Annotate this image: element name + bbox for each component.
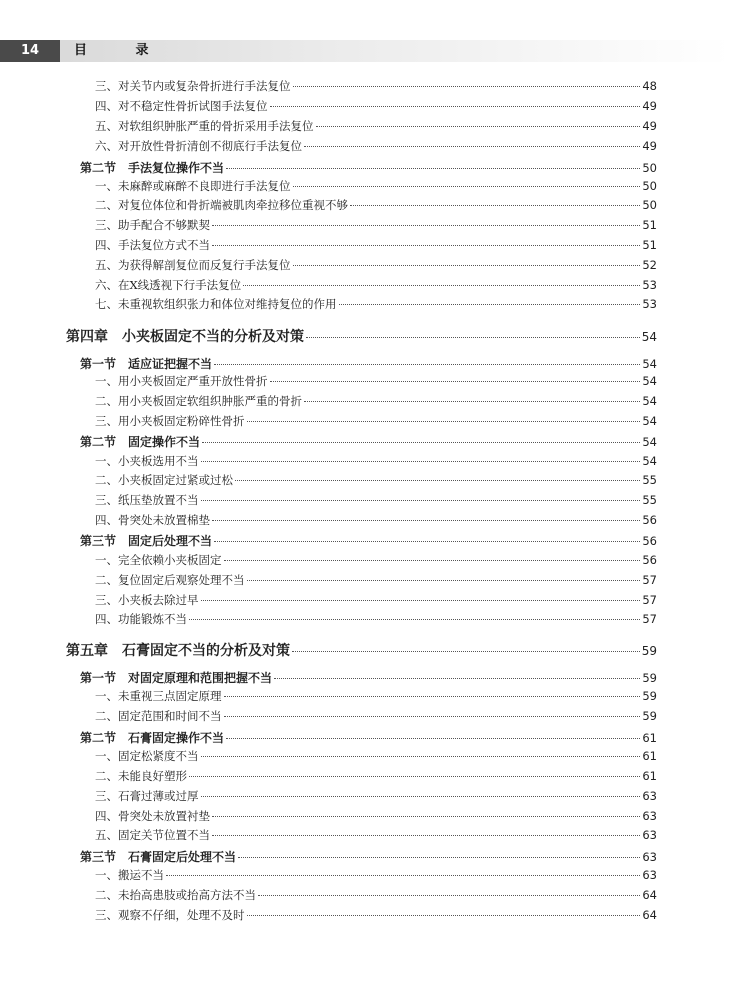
toc-entry-page: 57: [642, 573, 657, 587]
dot-leader: [189, 619, 640, 620]
header-title: 目 录: [74, 43, 171, 58]
toc-item-entry: [95, 78, 657, 94]
toc-entry-page: 61: [642, 769, 657, 783]
toc-entry-title: 二、未抬高患肢或抬高方法不当: [95, 888, 256, 902]
toc-item-entry: [95, 748, 657, 764]
toc-entry-title: 二、未能良好塑形: [95, 769, 187, 783]
toc-entry-title: 三、助手配合不够默契: [95, 218, 210, 232]
dot-leader: [212, 225, 640, 226]
dot-leader: [224, 560, 641, 561]
toc-entry-title: 三、用小夹板固定粉碎性骨折: [95, 414, 245, 428]
toc-item-entry: [95, 118, 657, 134]
dot-leader: [243, 285, 640, 286]
dot-leader: [304, 146, 640, 147]
dot-leader: [212, 816, 640, 817]
toc-entry-title: 一、小夹板选用不当: [95, 454, 199, 468]
toc-section-entry: [80, 669, 657, 685]
toc-entry-page: 54: [641, 330, 657, 344]
toc-item-entry: [95, 592, 657, 608]
dot-leader: [292, 651, 640, 652]
toc-entry-title: 一、固定松紧度不当: [95, 749, 199, 763]
dot-leader: [201, 756, 641, 757]
toc-entry-title: 三、纸压垫放置不当: [95, 493, 199, 507]
toc-entry-page: 49: [642, 119, 657, 133]
dot-leader: [293, 86, 641, 87]
toc-section-entry: [80, 729, 657, 745]
dot-leader: [201, 461, 641, 462]
toc-item-entry: [95, 217, 657, 233]
toc-item-entry: [95, 827, 657, 843]
toc-entry-title: 二、复位固定后观察处理不当: [95, 573, 245, 587]
toc-entry-title: 五、固定关节位置不当: [95, 828, 210, 842]
toc-item-entry: [95, 688, 657, 704]
toc-entry-page: 63: [642, 828, 657, 842]
toc-item-entry: [95, 867, 657, 883]
toc-item-entry: [95, 197, 657, 213]
toc-chapter-entry: [66, 326, 657, 344]
toc-entry-title: 三、石膏过薄或过厚: [95, 789, 199, 803]
toc-entry-page: 54: [642, 357, 657, 371]
toc-section-entry: [80, 532, 657, 548]
toc-entry-page: 54: [642, 374, 657, 388]
toc-entry-title: 二、固定范围和时间不当: [95, 709, 222, 723]
toc-entry-page: 59: [642, 689, 657, 703]
dot-leader: [306, 337, 640, 338]
dot-leader: [339, 304, 641, 305]
dot-leader: [214, 364, 640, 365]
toc-entry-page: 53: [642, 278, 657, 292]
toc-entry-title: 六、在X线透视下行手法复位: [95, 278, 242, 292]
toc-entry-title: 一、搬运不当: [95, 868, 164, 882]
dot-leader: [304, 401, 640, 402]
toc-entry-title: 一、用小夹板固定严重开放性骨折: [95, 374, 268, 388]
toc-entry-page: 54: [642, 454, 657, 468]
dot-leader: [274, 678, 640, 679]
dot-leader: [226, 738, 640, 739]
toc-entry-title: 第一节 对固定原理和范围把握不当: [80, 671, 273, 685]
toc-entry-page: 48: [642, 79, 657, 93]
toc-entry-title: 第三节 固定后处理不当: [80, 534, 213, 548]
toc-entry-page: 55: [642, 473, 657, 487]
toc-item-entry: [95, 138, 657, 154]
dot-leader: [201, 500, 641, 501]
toc-entry-title: 五、对软组织肿胀严重的骨折采用手法复位: [95, 119, 314, 133]
toc-item-entry: [95, 98, 657, 114]
toc-entry-title: 第二节 手法复位操作不当: [80, 161, 225, 175]
dot-leader: [258, 895, 640, 896]
dot-leader: [189, 776, 640, 777]
toc-item-entry: [95, 572, 657, 588]
toc-entry-page: 57: [642, 612, 657, 626]
dot-leader: [202, 442, 640, 443]
toc-entry-page: 50: [642, 161, 657, 175]
toc-item-entry: [95, 257, 657, 273]
toc-item-entry: [95, 887, 657, 903]
dot-leader: [270, 106, 641, 107]
dot-leader: [293, 265, 641, 266]
toc-entry-page: 63: [642, 789, 657, 803]
toc-entry-page: 54: [642, 435, 657, 449]
dot-leader: [350, 205, 640, 206]
dot-leader: [238, 857, 640, 858]
toc-entry-page: 57: [642, 593, 657, 607]
toc-entry-page: 56: [642, 534, 657, 548]
dot-leader: [214, 541, 640, 542]
toc-item-entry: [95, 453, 657, 469]
toc-entry-title: 三、观察不仔细，处理不及时: [95, 908, 245, 922]
toc-item-entry: [95, 178, 657, 194]
toc-entry-page: 49: [642, 99, 657, 113]
toc-entry-title: 五、为获得解剖复位而反复行手法复位: [95, 258, 291, 272]
toc-entry-title: 第三节 石膏固定后处理不当: [80, 850, 237, 864]
toc-item-entry: [95, 393, 657, 409]
toc-entry-page: 52: [642, 258, 657, 272]
toc-entry-page: 61: [642, 749, 657, 763]
toc-item-entry: [95, 237, 657, 253]
toc-entry-title: 二、小夹板固定过紧或过松: [95, 473, 233, 487]
toc-item-entry: [95, 808, 657, 824]
toc-entry-page: 56: [642, 553, 657, 567]
toc-entry-title: 一、未重视三点固定原理: [95, 689, 222, 703]
dot-leader: [224, 696, 641, 697]
toc-section-entry: [80, 159, 657, 175]
dot-leader: [247, 915, 641, 916]
toc-section-entry: [80, 355, 657, 371]
dot-leader: [316, 126, 641, 127]
toc-entry-page: 51: [642, 238, 657, 252]
toc-item-entry: [95, 907, 657, 923]
toc-entry-page: 63: [642, 850, 657, 864]
toc-entry-title: 一、完全依赖小夹板固定: [95, 553, 222, 567]
dot-leader: [270, 381, 641, 382]
dot-leader: [212, 245, 640, 246]
dot-leader: [247, 421, 641, 422]
toc-entry-title: 二、对复位体位和骨折端被肌肉牵拉移位重视不够: [95, 198, 348, 212]
toc-entry-title: 六、对开放性骨折清创不彻底行手法复位: [95, 139, 302, 153]
dot-leader: [235, 480, 640, 481]
toc-entry-page: 49: [642, 139, 657, 153]
dot-leader: [226, 168, 640, 169]
toc-entry-title: 四、功能锻炼不当: [95, 612, 187, 626]
toc-item-entry: [95, 373, 657, 389]
toc-entry-page: 64: [642, 908, 657, 922]
toc-entry-title: 第四章 小夹板固定不当的分析及对策: [66, 329, 304, 345]
toc-item-entry: [95, 552, 657, 568]
toc-entry-page: 51: [642, 218, 657, 232]
toc-entry-title: 一、未麻醉或麻醉不良即进行手法复位: [95, 179, 291, 193]
toc-item-entry: [95, 472, 657, 488]
toc-entry-page: 50: [642, 198, 657, 212]
toc-entry-page: 53: [642, 297, 657, 311]
toc-entry-page: 59: [642, 709, 657, 723]
toc-entry-title: 四、手法复位方式不当: [95, 238, 210, 252]
toc-item-entry: [95, 768, 657, 784]
toc-entry-title: 七、未重视软组织张力和体位对维持复位的作用: [95, 297, 337, 311]
page-header: [0, 40, 730, 62]
dot-leader: [201, 796, 641, 797]
dot-leader: [224, 716, 641, 717]
page-number: 14: [0, 40, 60, 62]
toc-entry-title: 三、对关节内或复杂骨折进行手法复位: [95, 79, 291, 93]
toc-section-entry: [80, 433, 657, 449]
dot-leader: [293, 186, 641, 187]
toc-entry-page: 50: [642, 179, 657, 193]
toc-entry-title: 四、骨突处未放置棉垫: [95, 513, 210, 527]
toc-entry-title: 第二节 固定操作不当: [80, 435, 201, 449]
dot-leader: [166, 875, 640, 876]
toc-entry-title: 二、用小夹板固定软组织肿胀严重的骨折: [95, 394, 302, 408]
dot-leader: [247, 580, 641, 581]
toc-section-entry: [80, 848, 657, 864]
toc-entry-page: 54: [642, 394, 657, 408]
toc-item-entry: [95, 492, 657, 508]
toc-entry-page: 59: [641, 644, 657, 658]
toc-entry-page: 63: [642, 809, 657, 823]
toc-entry-page: 61: [642, 731, 657, 745]
toc-item-entry: [95, 611, 657, 627]
toc-entry-page: 55: [642, 493, 657, 507]
toc-entry-title: 三、小夹板去除过早: [95, 593, 199, 607]
toc-entry-page: 54: [642, 414, 657, 428]
dot-leader: [201, 600, 641, 601]
dot-leader: [212, 835, 640, 836]
toc-item-entry: [95, 296, 657, 312]
toc-item-entry: [95, 512, 657, 528]
toc-item-entry: [95, 788, 657, 804]
toc-entry-title: 四、对不稳定性骨折试图手法复位: [95, 99, 268, 113]
toc-entry-page: 56: [642, 513, 657, 527]
toc-item-entry: [95, 277, 657, 293]
toc-entry-title: 四、骨突处未放置衬垫: [95, 809, 210, 823]
toc-entry-title: 第一节 适应证把握不当: [80, 357, 213, 371]
toc-item-entry: [95, 413, 657, 429]
toc-entry-title: 第二节 石膏固定操作不当: [80, 731, 225, 745]
dot-leader: [212, 520, 640, 521]
toc-entry-page: 64: [642, 888, 657, 902]
toc-entry-page: 59: [642, 671, 657, 685]
toc-chapter-entry: [66, 640, 657, 658]
toc-entry-title: 第五章 石膏固定不当的分析及对策: [66, 643, 290, 659]
toc-item-entry: [95, 708, 657, 724]
toc-entry-page: 63: [642, 868, 657, 882]
